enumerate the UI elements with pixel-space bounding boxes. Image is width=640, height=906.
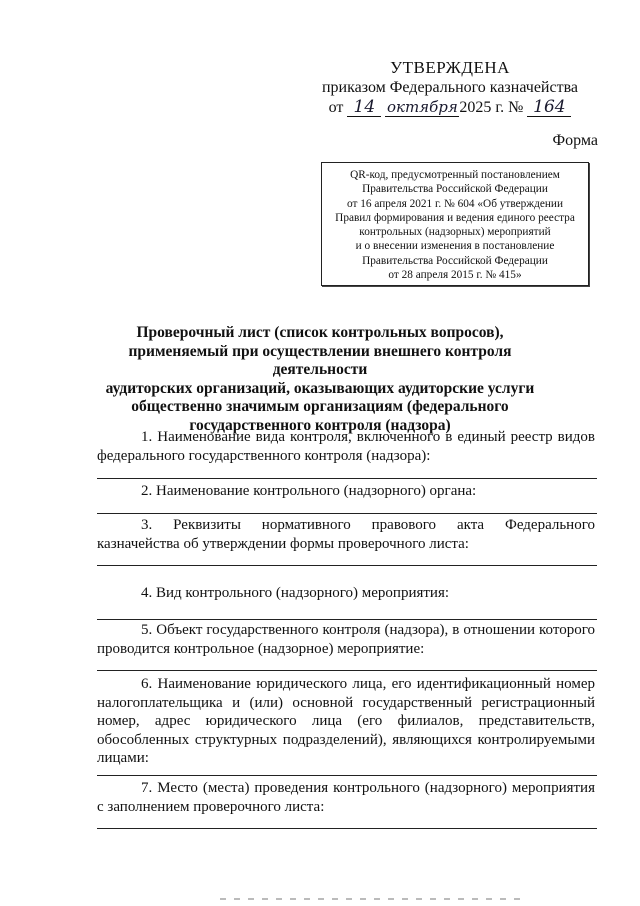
handwritten-month: октября	[386, 98, 458, 116]
heading-line: общественно значимым организациям (федерального	[131, 398, 509, 415]
item-text: 1. Наименование вида контроля, включенного в единый реестр видов федерального государственного контроля (надзора):	[97, 429, 595, 464]
fill-line	[97, 828, 597, 829]
handwritten-day: 14	[347, 98, 381, 117]
qr-box-line: Правительства Российской Федерации	[362, 254, 548, 267]
fill-line	[97, 619, 597, 620]
qr-box-line: Правительства Российской Федерации	[362, 183, 548, 196]
heading-line: Проверочный лист (список контрольных вопросов),	[136, 324, 504, 341]
fill-line	[97, 513, 597, 514]
approval-order-line: приказом Федерального казначейства	[321, 79, 579, 96]
checklist-item-4	[97, 584, 595, 603]
checklist-item-5	[97, 621, 595, 658]
qr-box-line: Правил формирования и ведения единого реестра	[335, 211, 575, 224]
checklist-item-2	[97, 482, 595, 501]
heading-line: применяемый при осуществлении внешнего контроля деятельности	[128, 342, 512, 378]
year-suffix: 2025 г. №	[459, 99, 524, 116]
date-prefix: от	[328, 99, 344, 116]
checklist-item-3	[97, 516, 595, 553]
heading-line: государственного контроля (надзора)	[189, 416, 451, 434]
item-text: 4. Вид контрольного (надзорного) мероприятия:	[141, 585, 450, 601]
scan-artifact	[220, 898, 520, 900]
handwritten-number: 164	[527, 98, 571, 117]
qr-box-line: контрольных (надзорных) мероприятий	[359, 226, 551, 239]
qr-box-line: QR-код, предусмотренный постановлением	[350, 169, 560, 181]
item-text: 5. Объект государственного контроля (надзора), в отношении которого проводится контрольное (надзорное) мероприятие:	[97, 622, 595, 657]
qr-box-line: и о внесении изменения в постановление	[355, 240, 555, 253]
heading-line: аудиторских организаций, оказывающих аудиторские услуги	[105, 379, 535, 397]
item-text: 3. Реквизиты нормативного правового акта Федерального казначейства об утверждении формы проверочного листа:	[97, 517, 595, 552]
item-text: 7. Место (места) проведения контрольного (надзорного) мероприятия с заполнением проверочного листа:	[97, 780, 595, 815]
approval-date-line	[300, 98, 600, 118]
item-text: 6. Наименование юридического лица, его идентификационный номер налогоплательщика и (или) основной государственный регистрационный номер, адрес юридического лица (его филиалов, представительств, обособленных структурных подразделений), являющихся контролируемыми лицами:	[97, 676, 595, 766]
fill-line	[97, 565, 597, 566]
item-text: 2. Наименование контрольного (надзорного) органа:	[141, 483, 477, 499]
approval-title: УТВЕРЖДЕНА	[390, 58, 510, 77]
qr-code-box	[321, 162, 589, 286]
qr-box-line: от 28 апреля 2015 г. № 415»	[388, 269, 522, 282]
checklist-item-1	[97, 428, 595, 465]
fill-line	[97, 775, 597, 776]
checklist-item-6	[97, 675, 595, 768]
fill-line	[97, 478, 597, 479]
fill-line	[97, 670, 597, 671]
approval-stamp	[300, 58, 600, 118]
form-label: Форма	[552, 132, 598, 149]
qr-box-line: от 16 апреля 2021 г. № 604 «Об утверждении	[346, 197, 563, 210]
document-heading	[80, 324, 560, 435]
checklist-item-7	[97, 779, 595, 816]
